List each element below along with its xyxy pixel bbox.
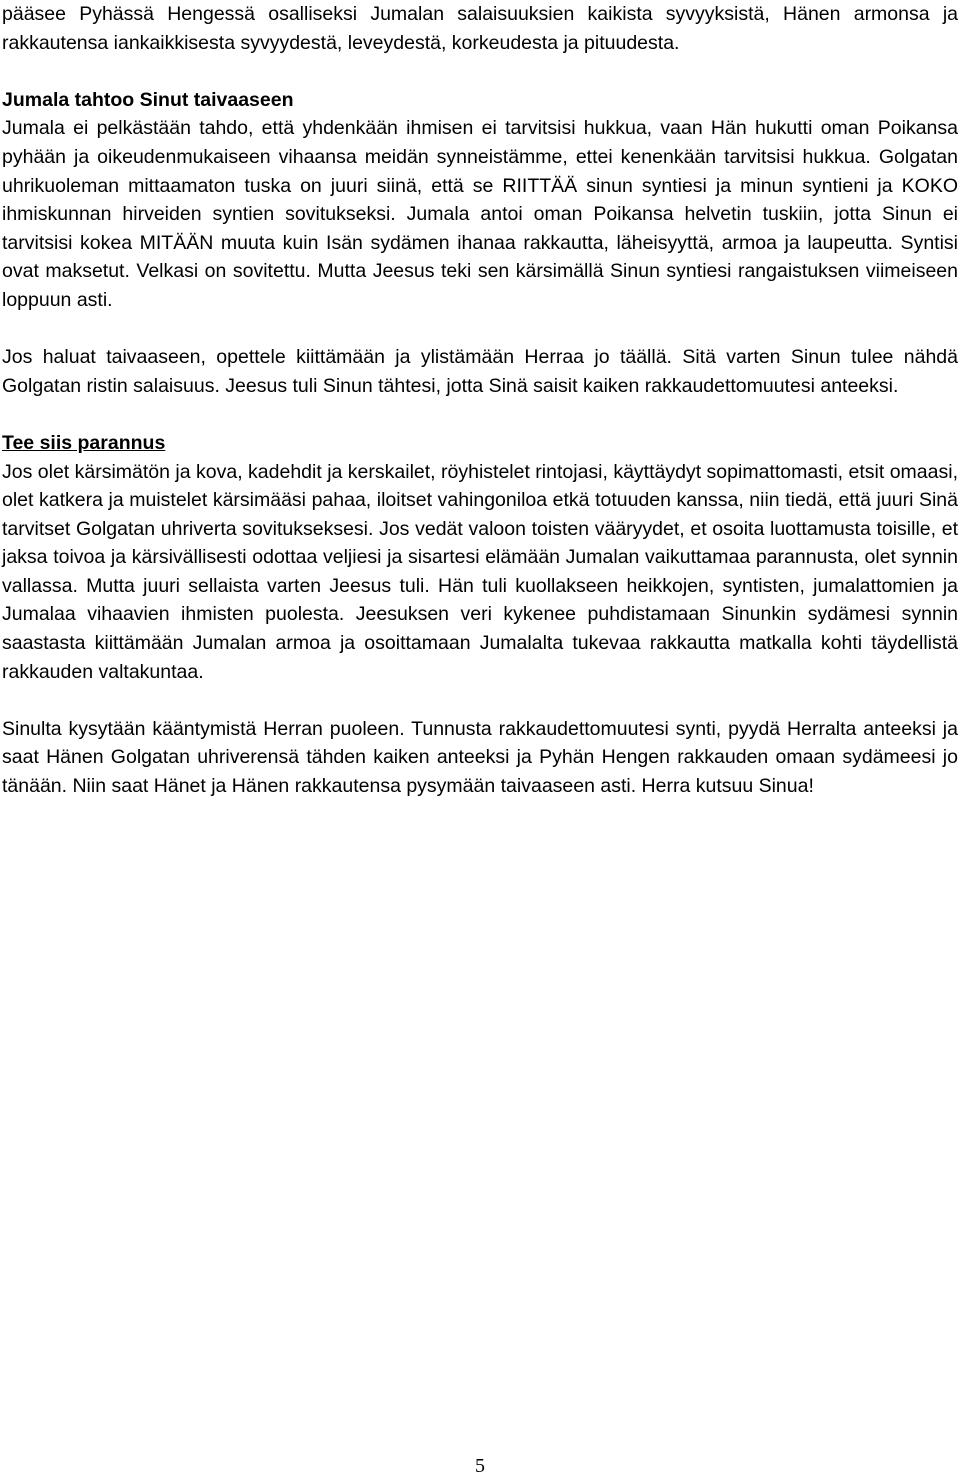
section-god-wants-you-to-heaven (2, 86, 958, 315)
section-paragraph: Jumala ei pelkästään tahdo, että yhdenkään ihmisen ei tarvitsisi hukkua, vaan Hän hukutti oman Poikansa pyhään ja oikeudenmukaiseen vihaansa meidän synneistämme, ettei kenenkään tarvitsisi hukkua. Golgatan uhrikuoleman mittaamaton tuska on juuri siinä, että se RIITTÄÄ sinun syntiesi ja minun syntieni ja KOKO ihmiskunnan hirveiden syntien sovitukseksi. Jumala antoi oman Poikansa helvetin tuskiin, jotta Sinun ei tarvitsisi kokea MITÄÄN muuta kuin Isän sydämen ihanaa rakkautta, läheisyyttä, armoa ja laupeutta. Syntisi ovat maksetut. Velkasi on sovitettu. Mutta Jeesus teki sen kärsimällä Sinun syntiesi rangaistuksen viimeiseen loppuun asti. (2, 117, 958, 311)
paragraph-gap (2, 57, 958, 86)
paragraph-turn-to-lord: Sinulta kysytään kääntymistä Herran puoleen. Tunnusta rakkaudettomuutesi synti, pyydä Herralta anteeksi ja saat Hänen Golgatan uhriverensä tähden kaiken anteeksi ja Pyhän Hengen rakkauden omaan sydämeesi jo tänään. Niin saat Hänet ja Hänen rakkautensa pysymään taivaaseen asti. Herra kutsuu Sinua! (2, 717, 958, 798)
section-paragraph: Jos olet kärsimätön ja kova, kadehdit ja kerskailet, röyhistelet rintojasi, käyttäydyt sopimattomasti, etsit omaasi, olet katkera ja muistelet kärsimääsi pahaa, iloitset vahingoniloa etkä totuuden kanssa, niin tiedä, että juuri Sinä tarvitset Golgatan uhriverta sovitukseksesi. Jos vedät valoon toisten vääryydet, et osoita luottamusta toisille, et jaksa toivoa ja kärsivällisesti odottaa veljiesi ja sisartesi elämään Jumalan vaikuttamaa parannusta, olet synnin vallassa. Mutta juuri sellaista varten Jeesus tuli. Hän tuli kuollakseen heikkojen, syntisten, jumalattomien ja Jumalaa vihaavien ihmisten puolesta. Jeesuksen veri kykenee puhdistamaan Sinunkin sydämesi synnin saastasta kiittämään Jumalan armoa ja osoittamaan Jumalalta tukevaa rakkautta matkalla kohti täydellistä rakkauden valtakuntaa. (2, 460, 958, 683)
paragraph-gap (2, 400, 958, 429)
section-heading: Jumala tahtoo Sinut taivaaseen (2, 88, 294, 111)
section-repent (2, 429, 958, 686)
page-number: 5 (475, 1455, 485, 1477)
paragraph-gap (2, 315, 958, 344)
section-heading: Tee siis parannus (2, 431, 166, 454)
paragraph-heaven-thanks: Jos haluat taivaaseen, opettele kiittämään ja ylistämään Herraa jo täällä. Sitä varten Sinun tulee nähdä Golgatan ristin salaisuus. Jeesus tuli Sinun tähtesi, jotta Sinä saisit kaiken rakkaudettomuutesi anteeksi. (2, 346, 958, 397)
intro-paragraph: pääsee Pyhässä Hengessä osalliseksi Jumalan salaisuuksien kaikista syvyyksistä, Hänen armonsa ja rakkautensa iankaikkisesta syvyydestä, leveydestä, korkeudesta ja pituudesta. (2, 3, 958, 54)
paragraph-gap (2, 686, 958, 715)
